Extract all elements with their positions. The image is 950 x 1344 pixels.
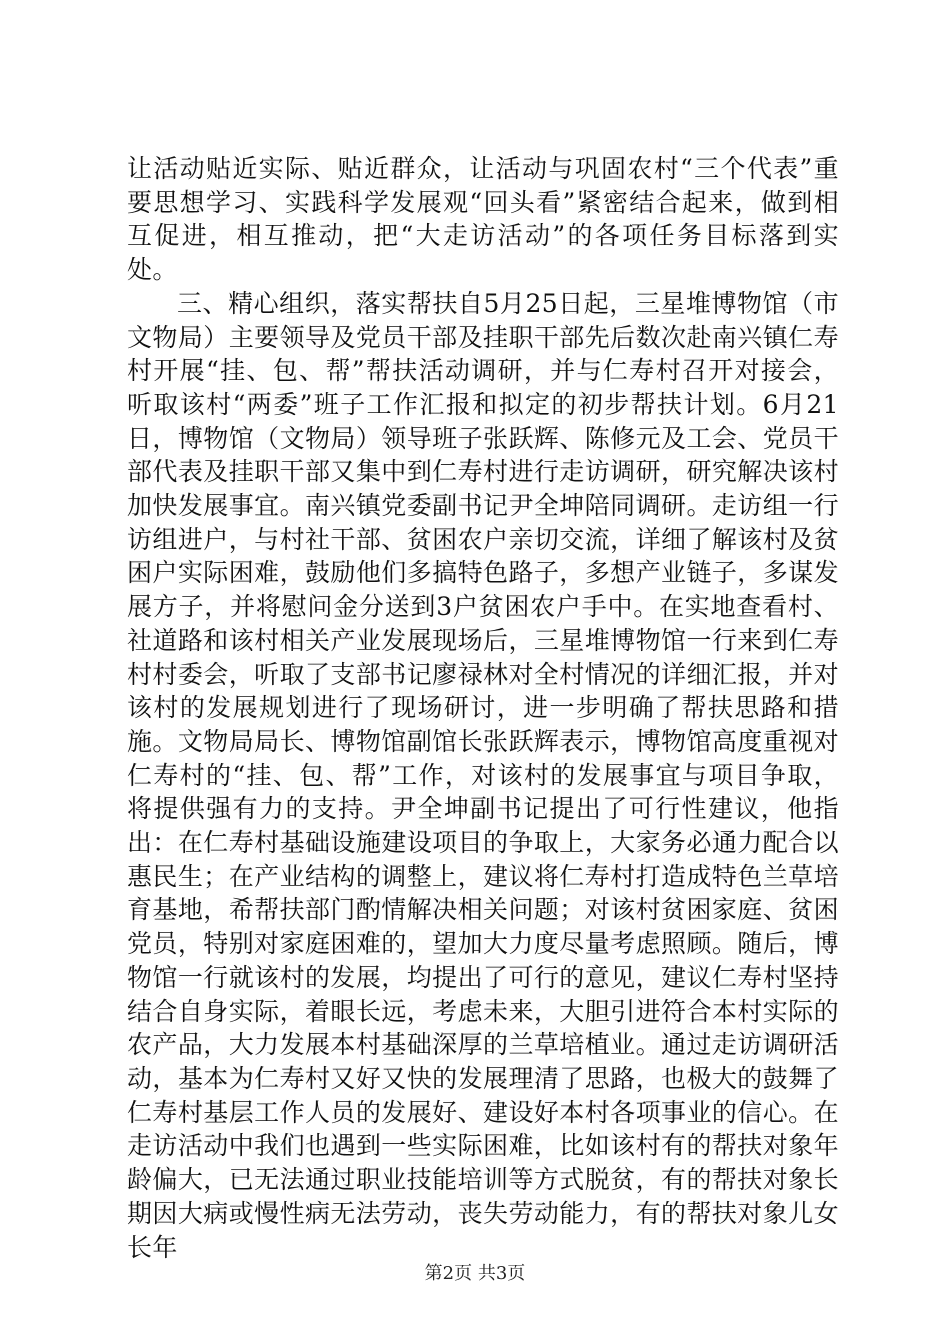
paragraph-continuation: 让活动贴近实际、贴近群众，让活动与巩固农村“三个代表”重要思想学习、实践科学发展观“回头看”紧密结合起来，做到相互促进，相互推动，把“大走访活动”的各项任务目标落到实处。 [127, 154, 839, 285]
paragraph-section-three: 三、精心组织，落实帮扶自5月25日起，三星堆博物馆（市文物局）主要领导及党员干部及挂职干部先后数次赴南兴镇仁寿村开展“挂、包、帮”帮扶活动调研，并与仁寿村召开对接会，听取该村“两委”班子工作汇报和拟定的初步帮扶计划。6月21日，博物馆（文物局）领导班子张跃辉、陈修元及工会、党员干部代表及挂职干部又集中到仁寿村进行走访调研，研究解决该村加快发展事宜。南兴镇党委副书记尹全坤陪同调研。走访组一行访组进户，与村社干部、贫困农户亲切交流，详细了解该村及贫困户实际困难，鼓励他们多搞特色路子，多想产业链子，多谋发展方子，并将慰问金分送到3户贫困农户手中。在实地查看村、社道路和该村相关产业发展现场后，三星堆博物馆一行来到仁寿村村委会，听取了支部书记廖禄林对全村情况的详细汇报，并对该村的发展规划进行了现场研讨，进一步明确了帮扶思路和措施。文物局局长、博物馆副馆长张跃辉表示，博物馆高度重视对仁寿村的“挂、包、帮”工作，对该村的发展事宜与项目争取，将提供强有力的支持。尹全坤副书记提出了可行性建议，他指出：在仁寿村基础设施建设项目的争取上，大家务必通力配合以惠民生；在产业结构的调整上，建议将仁寿村打造成特色兰草培育基地，希帮扶部门酌情解决相关问题；对该村贫困家庭、贫困党员，特别对家庭困难的，望加大力度尽量考虑照顾。随后，博物馆一行就该村的发展，均提出了可行的意见，建议仁寿村坚持结合自身实际，着眼长远，考虑未来，大胆引进符合本村实际的农产品，大力发展本村基础深厚的兰草培植业。通过走访调研活动，基本为仁寿村又好又快的发展理清了思路，也极大的鼓舞了仁寿村基层工作人员的发展好、建设好本村各项事业的信心。在走访活动中我们也遇到一些实际困难，比如该村有的帮扶对象年龄偏大，已无法通过职业技能培训等方式脱贫，有的帮扶对象长期因大病或慢性病无法劳动，丧失劳动能力，有的帮扶对象儿女长年 [127, 288, 839, 1262]
page-footer: 第2页 共3页 [424, 1263, 526, 1284]
document-body [127, 152, 839, 1264]
